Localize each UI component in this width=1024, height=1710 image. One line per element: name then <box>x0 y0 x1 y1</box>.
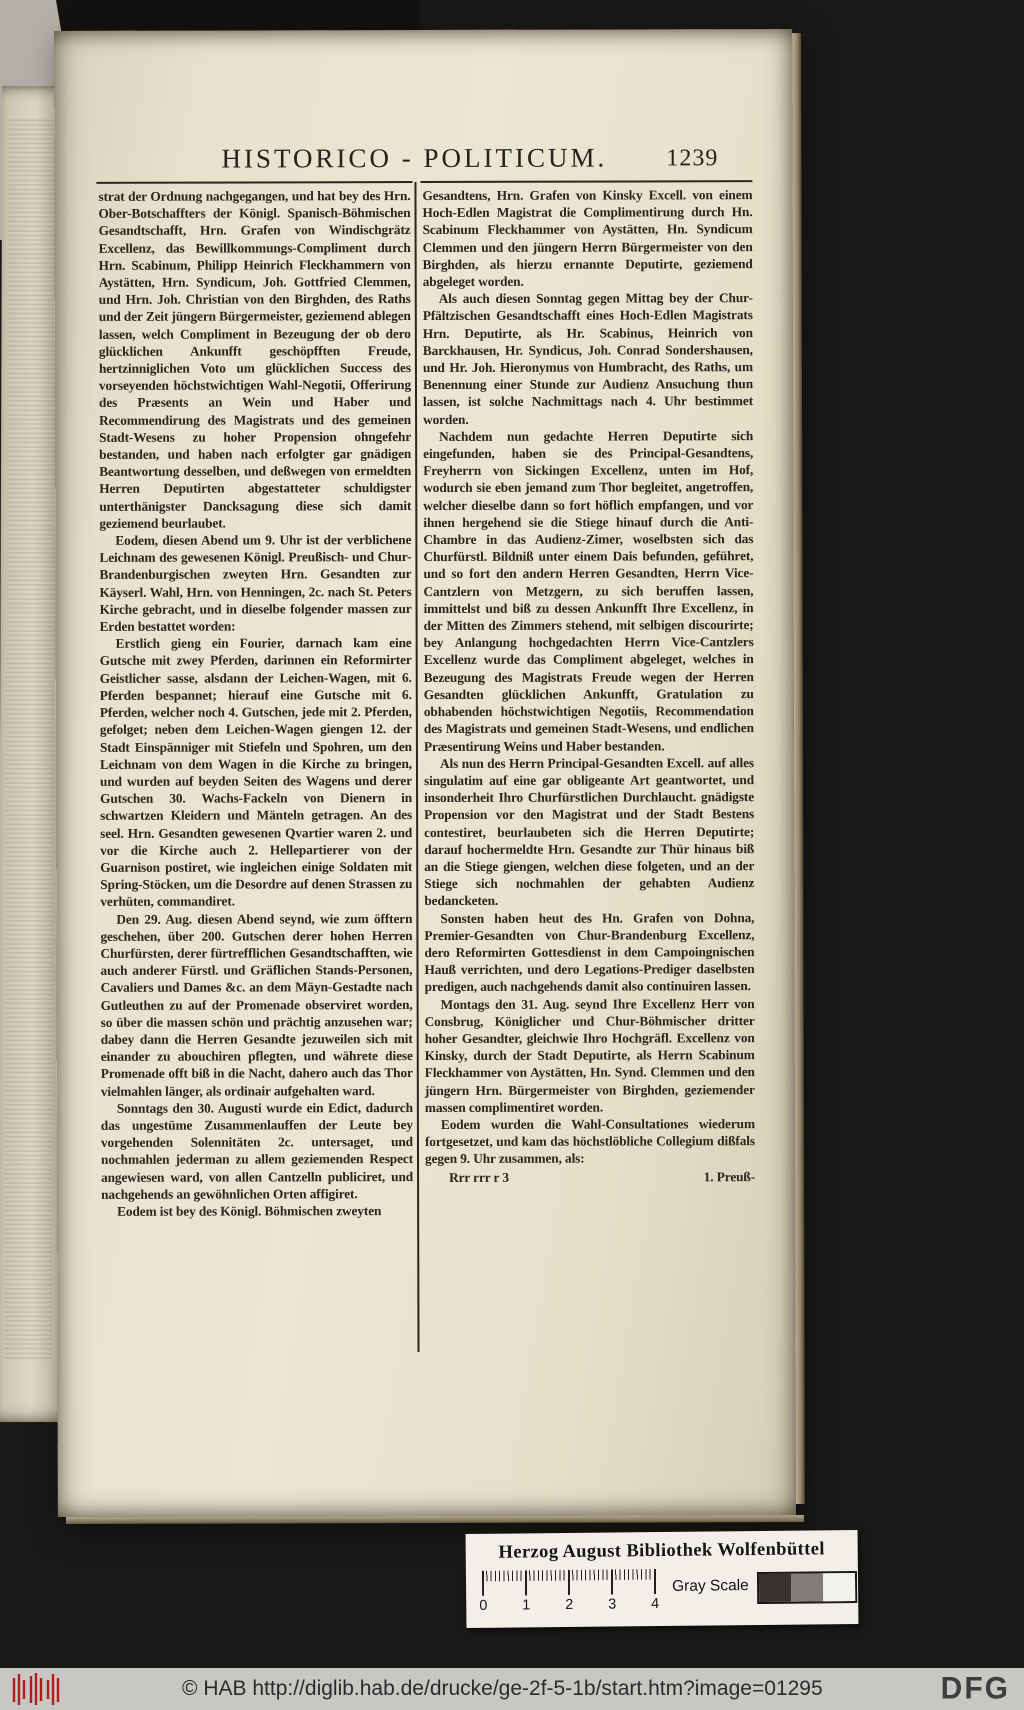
source-url-text: © HAB http://diglib.hab.de/drucke/ge-2f-5-1b/start.htm?image=01295 <box>182 1677 823 1700</box>
ruler <box>479 1569 662 1614</box>
page-number: 1239 <box>666 145 719 172</box>
catchword: 1. Preuß- <box>703 1168 756 1184</box>
facing-page-ghost-text <box>4 120 56 1360</box>
ruler-numbers <box>479 1596 659 1614</box>
ruler-label: 3 <box>608 1596 617 1613</box>
header-rule-right <box>420 180 752 183</box>
left-text-column <box>98 187 413 1220</box>
paragraph: Eodem, diesen Abend um 9. Uhr ist der verblichene Leichnam des gewesenen Königl. Preußisch- und Chur-Brandenburgischen zweyten Hrn. Gesandten zur Käyserl. Wahl, Hrn. von Henningen, 2c. nach St. Peters Kirche gebracht, und in dieselbe folgender massen zur Erden bestattet worden: <box>99 532 412 634</box>
paragraph: strat der Ordnung nachgegangen, und hat bey des Hrn. Ober-Botschaffters der Königl. Spanisch-Böhmischen Gesandtschafft, Hrn. Grafen von Windischgrätz Excellenz, das Bewillkommungs-Compliment durch Hrn. Scabinum, Philipp Heinrich Fleckhammern von Aystätten, Hrn. Syndicum, Joh. Gottfried Clemmen, und Hrn. Joh. Christian von den Birghden, des Raths und der Zeit jüngern Bürgermeister, geziemend ablegen lassen, welch Compliment in Bezeugung der ob dero glücklichen Ankunfft geschöpfften Freude, hertzinniglichen Voto um glücklichen Success des vorseyenden höchstwichtigen Wahl-Negotii, Offerirung des Præsents an Wein und Haber und Recommendirung des Magistrats und des gemeinen Stadt-Wesens zu hoher Propension ohngefehr bestanden, und haben nach erfolgter gar gnädigen Beantwortung desselben, und deßwegen von ermeldten Herren Deputirten abgestatteter schuldigster unterthänigster Dancksagung diese sich damit geziemend beurlaubet. <box>98 188 412 531</box>
gray-scale-patches <box>757 1571 857 1604</box>
ruler-label: 2 <box>565 1596 574 1614</box>
library-name: Herzog August Bibliothek Wolfenbüttel <box>498 1539 826 1563</box>
book-page <box>54 29 796 1517</box>
viewer-footer-bar <box>0 1668 1024 1710</box>
paragraph: Montags den 31. Aug. seynd Ihre Excellenz Herr von Consbrug, Königlicher und Chur-Böhmischer dritter hoher Gesandter, gleichwie Ihro Hochgräfl. Excellenz von Kinsky, durch der Stadt Deputirte, als Herrn Scabinum Fleckhammer von Aystätten, Hn. Synd. Clemmen und den jüngern Hrn. Bürgermeister von Birghden, geziemender massen complimentiret worden. <box>424 995 755 1115</box>
ruler-label: 1 <box>522 1597 531 1614</box>
paragraph: Erstlich gieng ein Fourier, darnach kam eine Gutsche mit zwey Pferden, darinnen ein Reformirter Geistlicher sasse, alsdann der Leichen-Wagen, mit 6. Pferden bespannet; hierauf eine Gutsche mit 6. Pferden, welcher noch 4. Gutschen, jede mit 2. Pferden, gefolget; neben dem Leichen-Wagen giengen 12. der Stadt Einspänniger mit Stiefeln und Spohren, um den Leichnam von dem Wagen in die Kirche zu bringen, und wurden auf beyden Seiten des Wagens und derer Gutschen 30. Wachs-Fackeln von Dienern in schwartzen Kleidern und Mänteln getragen. An des seel. Hrn. Gesandten gewesenen Qvartier waren 2. und vor die Kirche auch 2. Hellepartierer von der Guarnison postiret, wie ingleichen einige Soldaten mit Spring-Stöcken, um die Desordre auf denen Strassen zu verhüten, commandiret. <box>99 635 413 910</box>
calibration-card <box>466 1530 859 1628</box>
dfg-logo: DFG <box>940 1671 1010 1706</box>
gray-patch-dark <box>759 1574 791 1602</box>
gray-patch-white <box>823 1573 855 1601</box>
running-header: HISTORICO - POLITICUM. <box>221 142 608 174</box>
paragraph: Nachdem nun gedachte Herren Deputirte sich eingefunden, haben sie des Principal-Gesandtens, Freyherrn von Sickingen Excellenz, unten im Hof, wodurch sie eben jemand zum Thor begleitet, angetroffen, welcher dieselbe dann so fort höflich empfangen, und vor ihnen hergehend sie die Stiege hinauf durch die Anti-Chambre in das Audienz-Zimer, woselbsten sich das Churfürstl. Bildniß unter einem Dais befunden, geführet, und so fort den andern Herren Gesandten, Herrn Vice-Cantzlern von Metzgern, zu sich beruffen lassen, immittelst und biß zu dessen Ankunfft Ihre Excellenz, in der Mitten des Zimmers stehend, mit selbigen discourirte; bey Anlangung hochgedachten Herrn Vice-Cantzlers Excellenz wurde das Compliment abgeleget, welches in Bezeugung des Magistrats Freude wegen der Herren Gesandten glücklichen Ankunfft, Gratulation zu obhabenden höchstwichtigen Negotiis, Recommendation des Magistrats und gemeinen Stadt-Wesens, und endlichen Præsentirung Weins und Haber bestanden. <box>423 427 754 754</box>
gray-scale-label: Gray Scale <box>671 1577 749 1595</box>
hab-logo-icon <box>10 1672 64 1706</box>
paragraph: Sonsten haben heut des Hn. Grafen von Dohna, Premier-Gesandten von Chur-Brandenburg Excellenz, dero Reformirten Gottesdienst in dem Campoingnischen Hauß verrichten, und dero Legations-Prediger daselbsten predigen, auch nachgehends damit also continuiren lassen. <box>424 909 755 995</box>
paragraph: Als auch diesen Sonntag gegen Mittag bey der Chur-Pfältzischen Gesandtschafft eines Hoch-Edlen Magistrats Hrn. Deputirte, als Hr. Scabinus, Heinrich von Barckhausen, Hr. Syndicus, Joh. Conrad Sondershausen, und Hr. Joh. Hieronymus von Humbracht, des Raths, um Benennung einer Stunde zur Audienz Ansuchung thun lassen, ist solche Nachmittags nach 4. Uhr bestimmet worden. <box>422 290 754 427</box>
paragraph: Eodem wurden die Wahl-Consultationes wiederum fortgesetzet, und kam das höchstlöbliche Collegium dißfals gegen 9. Uhr zusammen, als: <box>424 1116 755 1167</box>
ruler-label: 0 <box>479 1597 488 1614</box>
paragraph: Gesandtens, Hrn. Grafen von Kinsky Excell. von einem Hoch-Edlen Magistrat die Complimentirung durch Hn. Scabinum Fleckhammer von Aystätten, Hn. Syndicum Clemmen und den jüngern Herrn Bürgermeister von den Birghden, als hierzu ernannte Deputirte, geziemend abgeleget worden. <box>422 187 753 290</box>
signature-line <box>425 1168 755 1186</box>
signature-mark: Rrr rrr r 3 <box>449 1169 509 1185</box>
calibration-row <box>479 1567 846 1614</box>
ruler-label: 4 <box>651 1596 660 1613</box>
header-rule-left <box>96 181 412 184</box>
right-text-column <box>422 186 755 1186</box>
paragraph: Eodem ist bey des Königl. Böhmischen zweyten <box>117 1203 382 1219</box>
ruler-ticks <box>482 1569 662 1596</box>
paragraph: Sonntags den 30. Augusti wurde ein Edict, dadurch das ungestüme Zusammenlauffen der Leute bey vorgehenden Solennitäten 2c. untersaget, und nochmahlen jederman zu allem geziemenden Respect angewiesen ward, von allen Cantzelln publiciret, und nachgehends an gewöhnlichen Orten affigiret. <box>100 1099 414 1202</box>
header-rule <box>54 180 792 182</box>
gray-patch-mid <box>791 1573 823 1601</box>
paragraph: Den 29. Aug. diesen Abend seynd, wie zum öfftern geschehen, über 200. Gutschen derer hohen Herren Churfürsten, derer fürtrefflichen Gesandtschafften, wie auch anderer Fürstl. und Gräflichen Stands-Personen, Cavaliers und Dames &c. an dem Mäyn-Gestadte nach Gutleuthen zu auf der Promenade observiret worden, so über die massen schön und prächtig anzusehen war; dabey dann die Herren Gesandte jezuweilen sich mit einander zu abouchiren pflegten, und währete diese Promenade offt biß in die Nacht, dahero auch das Thor vielmahlen länger, als ordinair aufgehalten ward. <box>100 910 413 1099</box>
column-divider-rule <box>414 182 419 1352</box>
paragraph: Als nun des Herrn Principal-Gesandten Excell. auf alles singulatim auf eine gar obligeante Art geantwortet, und insonderheit Ihro Churfürstlichen Durchlaucht. gnädigste Propension vor den Magistrat und der Stadt Bestens contestiret, beurlaubeten sich die Herren Deputirte; darauf hochermeldte Hrn. Gesandte zur Thür hinaus biß an die Stiege giengen, welchen diese folgeten, und an der Stiege sich nochmahlen der gehabten Audienz bedancketen. <box>423 754 755 909</box>
